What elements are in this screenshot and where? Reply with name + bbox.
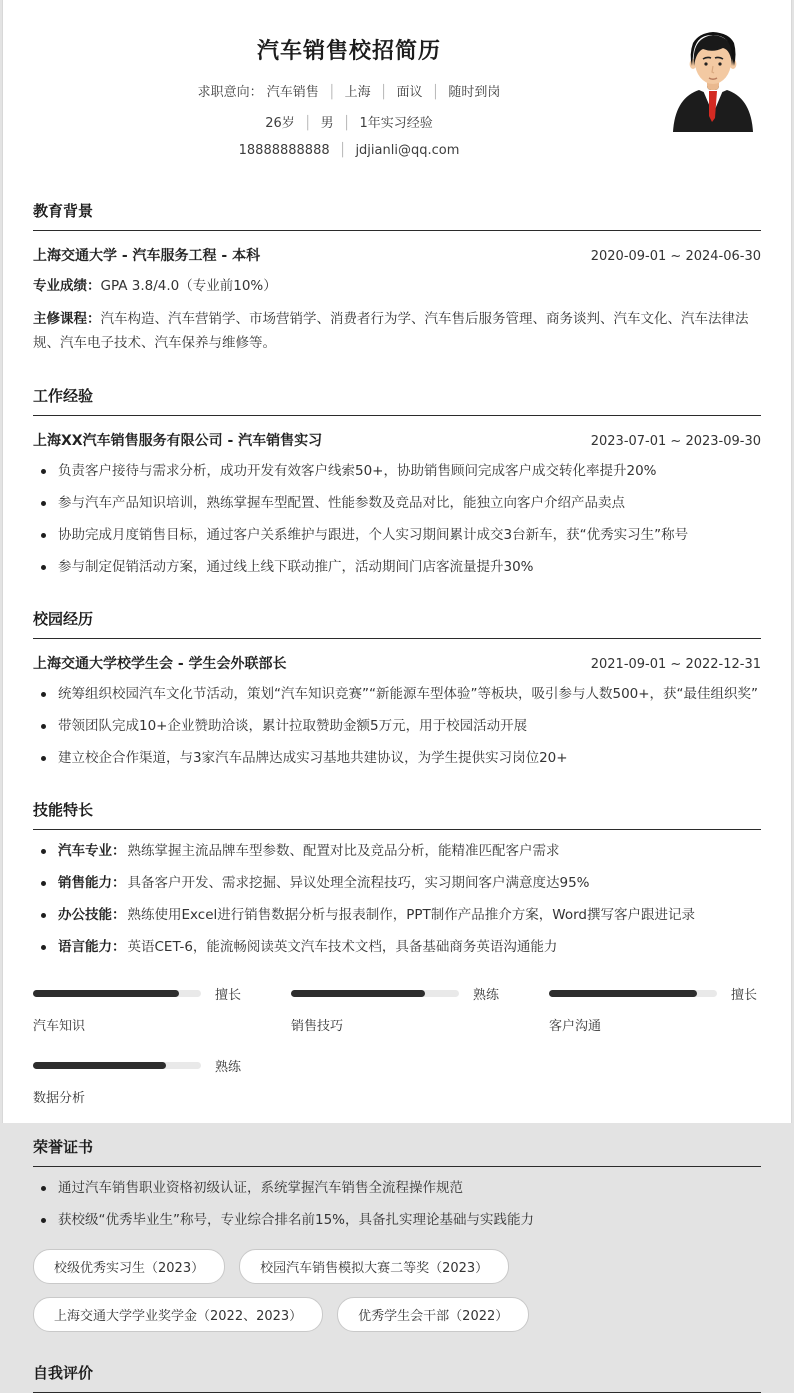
bullet-text: 协助完成月度销售目标，通过客户关系维护与跟进，个人实习期间累计成交3台新车，获“优秀实习生”称号 <box>58 527 689 543</box>
skill-bar-level: 熟练 <box>215 1060 242 1075</box>
bullet-dot <box>41 756 46 761</box>
honor-bullet <box>33 1210 761 1231</box>
skill-bar-item <box>33 1056 245 1106</box>
job-intent-item: 上海 <box>344 85 371 100</box>
section-skills <box>33 799 761 1106</box>
work-bullet <box>33 557 761 578</box>
skill-bar-fill <box>33 1062 166 1069</box>
work-bullet <box>33 525 761 546</box>
work-bullets <box>33 461 761 578</box>
work-org: 上海XX汽车销售服务有限公司 - 汽车销售实习 <box>33 433 323 449</box>
skill-bar-track <box>33 1062 201 1069</box>
contact-line <box>33 143 665 158</box>
job-intent-label: 求职意向： <box>197 85 263 100</box>
bullet-text: 参与汽车产品知识培训，熟练掌握车型配置、性能参数及竞品对比，能独立向客户介绍产品卖点 <box>58 495 625 511</box>
bullet-dot <box>41 1218 46 1223</box>
bullet-dot <box>41 565 46 570</box>
detail-label: 专业成绩： <box>33 278 101 294</box>
skill-label: 办公技能： <box>58 907 126 923</box>
skill-bar-item <box>549 984 761 1034</box>
section-skills-title: 技能特长 <box>33 799 761 830</box>
skill-bars <box>33 984 761 1106</box>
bullet-text: 带领团队完成10+企业赞助洽谈，累计拉取赞助金额5万元，用于校园活动开展 <box>58 718 528 734</box>
bullet-dot <box>41 945 46 950</box>
bullet-dot <box>41 501 46 506</box>
header-text-block <box>33 26 665 170</box>
detail-label: 主修课程： <box>33 311 101 327</box>
honors-bullets <box>33 1178 761 1231</box>
separator: │ <box>303 116 312 131</box>
separator: │ <box>431 85 440 100</box>
section-self-eval-title: 自我评价 <box>33 1362 761 1393</box>
section-campus <box>33 608 761 769</box>
resume-page <box>2 0 792 1382</box>
honor-pill: 优秀学生会干部（2022） <box>337 1297 529 1332</box>
skill-bar-fill <box>549 990 697 997</box>
skill-bar-track <box>291 990 459 997</box>
bullet-text <box>58 905 695 926</box>
skill-label: 汽车专业： <box>58 843 126 859</box>
campus-date: 2021-09-01 ~ 2022-12-31 <box>590 657 761 672</box>
bullet-text: 建立校企合作渠道，与3家汽车品牌达成实习基地共建协议，为学生提供实习岗位20+ <box>58 750 568 766</box>
contact-item: jdjianli@qq.com <box>355 143 460 158</box>
skill-bar-fill <box>291 990 425 997</box>
education-detail-line <box>33 274 761 298</box>
skill-bar-name: 汽车知识 <box>33 1019 86 1034</box>
skill-bar-item <box>291 984 503 1034</box>
section-work-title: 工作经验 <box>33 385 761 416</box>
section-education <box>33 200 761 355</box>
bullet-text: 统筹组织校园汽车文化节活动，策划“汽车知识竞赛”“新能源车型体验”等板块，吸引参与人数500+，获“最佳组织奖” <box>58 686 759 702</box>
bullet-dot <box>41 692 46 697</box>
skill-bar-name: 销售技巧 <box>291 1019 344 1034</box>
bullet-text: 通过汽车销售职业资格初级认证，系统掌握汽车销售全流程操作规范 <box>58 1180 463 1196</box>
separator: │ <box>379 85 388 100</box>
profile-photo <box>665 26 761 132</box>
bullet-text: 参与制定促销活动方案，通过线上线下联动推广，活动期间门店客流量提升30% <box>58 559 534 575</box>
work-date: 2023-07-01 ~ 2023-09-30 <box>590 434 761 449</box>
bullet-dot <box>41 469 46 474</box>
skill-bullet <box>33 905 761 926</box>
bullet-dot <box>41 1186 46 1191</box>
section-campus-title: 校园经历 <box>33 608 761 639</box>
skill-bullet <box>33 937 761 958</box>
work-bullet <box>33 461 761 482</box>
honor-pill: 上海交通大学学业奖学金（2022、2023） <box>33 1297 323 1332</box>
campus-bullet <box>33 748 761 769</box>
campus-bullet <box>33 716 761 737</box>
job-intent-item: 随时到岗 <box>448 85 501 100</box>
skill-text: 具备客户开发、需求挖掘、异议处理全流程技巧，实习期间客户满意度达95% <box>127 875 590 891</box>
education-details <box>33 274 761 355</box>
campus-bullet <box>33 684 761 705</box>
campus-bullets <box>33 684 761 769</box>
education-detail-line <box>33 307 761 355</box>
bullet-text <box>58 841 560 862</box>
bullet-text: 负责客户接待与需求分析，成功开发有效客户线索50+，协助销售顾问完成客户成交转化率提升20% <box>58 463 657 479</box>
skill-text: 熟练掌握主流品牌车型参数、配置对比及竞品分析，能精准匹配客户需求 <box>127 843 560 859</box>
skill-label: 销售能力： <box>58 875 126 891</box>
section-honors-title: 荣誉证书 <box>33 1136 761 1167</box>
separator: │ <box>327 85 336 100</box>
skill-bar-name: 客户沟通 <box>549 1019 602 1034</box>
bullet-dot <box>41 881 46 886</box>
skills-bullets <box>33 841 761 958</box>
personal-info-item: 男 <box>320 116 334 131</box>
skill-bar-name: 数据分析 <box>33 1091 86 1106</box>
honor-bullet <box>33 1178 761 1199</box>
bullet-dot <box>41 724 46 729</box>
skill-bar-level: 熟练 <box>473 988 500 1003</box>
section-self-eval <box>33 1362 761 1393</box>
bullet-text <box>58 873 590 894</box>
skill-text: 熟练使用Excel进行销售数据分析与报表制作，PPT制作产品推介方案，Word撰写客户跟进记录 <box>127 907 695 923</box>
skill-bar-level: 擅长 <box>731 988 758 1003</box>
honor-pill: 校级优秀实习生（2023） <box>33 1249 225 1284</box>
job-intent-item: 汽车销售 <box>266 85 319 100</box>
skill-bar-fill <box>33 990 179 997</box>
campus-org: 上海交通大学校学生会 - 学生会外联部长 <box>33 656 287 672</box>
personal-info-item: 26岁 <box>265 116 295 131</box>
contact-item: 18888888888 <box>238 143 330 158</box>
resume-header <box>33 26 761 170</box>
personal-info-line <box>33 112 665 131</box>
bullet-dot <box>41 849 46 854</box>
job-intent-item: 面议 <box>396 85 423 100</box>
avatar-illustration <box>665 26 761 132</box>
work-bullet <box>33 493 761 514</box>
skill-bullet <box>33 841 761 862</box>
skill-label: 语言能力： <box>58 939 126 955</box>
job-intent-line <box>33 81 665 100</box>
education-date: 2020-09-01 ~ 2024-06-30 <box>590 249 761 264</box>
section-work <box>33 385 761 578</box>
section-honors <box>33 1136 761 1332</box>
skill-bullet <box>33 873 761 894</box>
personal-info-item: 1年实习经验 <box>359 116 433 131</box>
bullet-dot <box>41 913 46 918</box>
honor-pill: 校园汽车销售模拟大赛二等奖（2023） <box>239 1249 509 1284</box>
detail-text: 汽车构造、汽车营销学、市场营销学、消费者行为学、汽车售后服务管理、商务谈判、汽车文化、汽车法律法规、汽车电子技术、汽车保养与维修等。 <box>33 311 749 351</box>
skill-bar-track <box>33 990 201 997</box>
section-education-title: 教育背景 <box>33 200 761 231</box>
page-title: 汽车销售校招简历 <box>256 39 441 64</box>
education-school: 上海交通大学 - 汽车服务工程 - 本科 <box>33 248 261 264</box>
bullet-text: 获校级“优秀毕业生”称号，专业综合排名前15%，具备扎实理论基础与实践能力 <box>58 1212 534 1228</box>
skill-bar-item <box>33 984 245 1034</box>
skill-bar-track <box>549 990 717 997</box>
bullet-text <box>58 937 557 958</box>
separator: │ <box>342 116 351 131</box>
skill-bar-level: 擅长 <box>215 988 242 1003</box>
separator: │ <box>338 143 347 158</box>
honor-pills <box>33 1249 553 1332</box>
job-intent-values <box>263 85 501 100</box>
bullet-dot <box>41 533 46 538</box>
detail-text: GPA 3.8/4.0（专业前10%） <box>100 278 277 294</box>
skill-text: 英语CET-6，能流畅阅读英文汽车技术文档，具备基础商务英语沟通能力 <box>127 939 558 955</box>
